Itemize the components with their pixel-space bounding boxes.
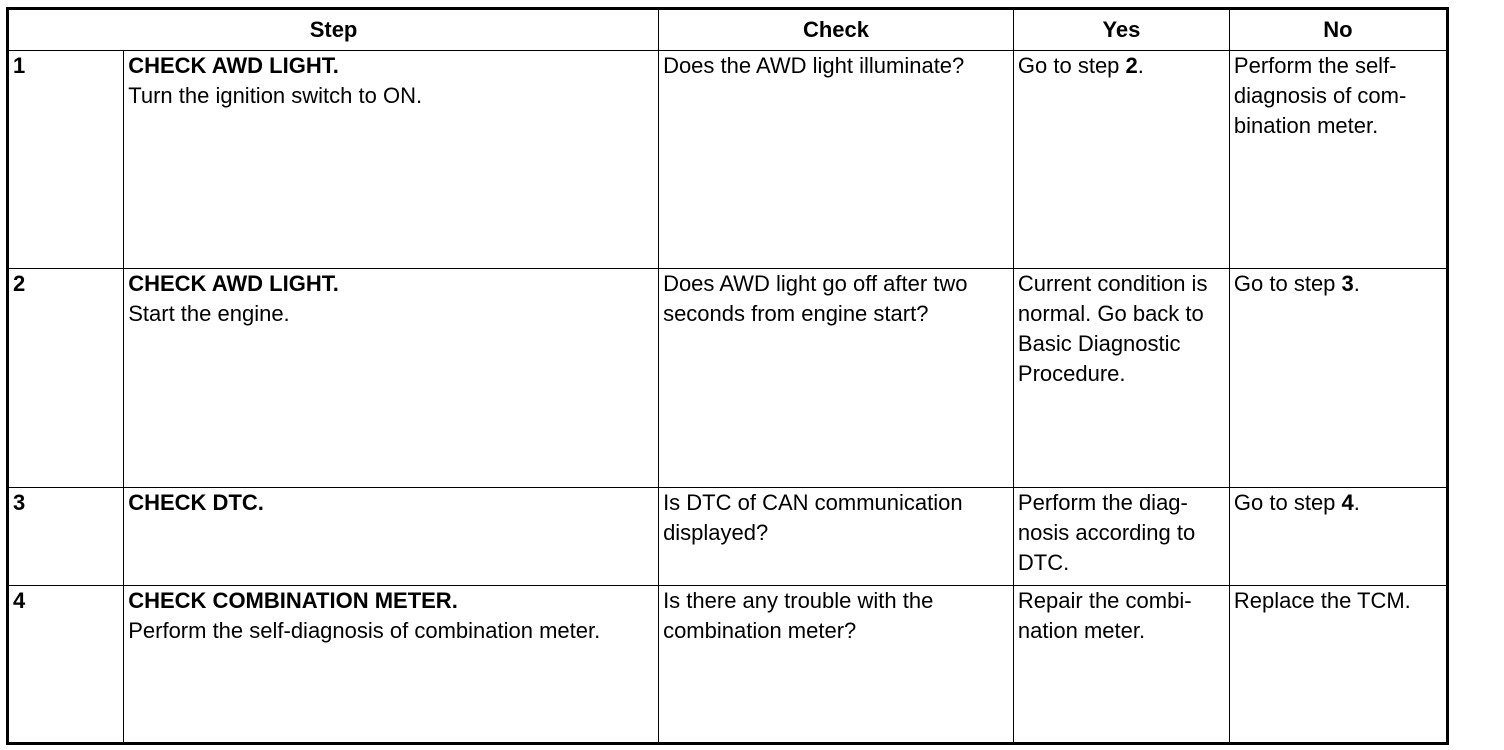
step-instruction: Perform the self-diagnosis of combination meter. xyxy=(128,618,601,643)
no-cell: Perform the self-diagnosis of com-bination meter. xyxy=(1229,51,1447,269)
step-description xyxy=(124,488,659,586)
step-number: 2 xyxy=(8,269,124,488)
yes-text: Go to step xyxy=(1017,53,1126,78)
step-description xyxy=(124,586,659,744)
step-description xyxy=(124,51,659,269)
check-column-header: Check xyxy=(659,9,1014,51)
step-instruction: Turn the ignition switch to ON. xyxy=(128,83,423,108)
step-instruction: Start the engine. xyxy=(128,301,290,326)
yes-suffix: . xyxy=(1137,53,1144,78)
step-column-header: Step xyxy=(8,9,659,51)
step-title: CHECK AWD LIGHT. xyxy=(128,53,339,78)
step-title: CHECK DTC. xyxy=(128,490,264,515)
no-cell: Replace the TCM. xyxy=(1229,586,1447,744)
no-suffix: . xyxy=(1353,271,1360,296)
yes-cell: Repair the combi-nation meter. xyxy=(1013,586,1229,744)
table-row xyxy=(8,488,1448,586)
check-cell: Does the AWD light illuminate? xyxy=(659,51,1014,269)
no-suffix: . xyxy=(1353,490,1360,515)
check-cell: Does AWD light go off after two seconds from engine start? xyxy=(659,269,1014,488)
no-column-header: No xyxy=(1229,9,1447,51)
step-title: CHECK AWD LIGHT. xyxy=(128,271,339,296)
no-cell xyxy=(1229,488,1447,586)
no-step-ref: 3 xyxy=(1341,271,1354,296)
step-number: 3 xyxy=(8,488,124,586)
yes-cell: Current condition is normal. Go back to Basic Diagnostic Procedure. xyxy=(1013,269,1229,488)
table-row xyxy=(8,51,1448,269)
step-title: CHECK COMBINATION METER. xyxy=(128,588,458,613)
no-text: Go to step xyxy=(1233,271,1342,296)
header-row xyxy=(8,9,1448,51)
no-step-ref: 4 xyxy=(1341,490,1354,515)
step-description xyxy=(124,269,659,488)
diagnostic-procedure-table xyxy=(6,7,1449,745)
step-number: 1 xyxy=(8,51,124,269)
yes-column-header: Yes xyxy=(1013,9,1229,51)
table-row xyxy=(8,586,1448,744)
table-row xyxy=(8,269,1448,488)
yes-step-ref: 2 xyxy=(1125,53,1138,78)
yes-cell xyxy=(1013,51,1229,269)
no-cell xyxy=(1229,269,1447,488)
no-text: Go to step xyxy=(1233,490,1342,515)
yes-cell: Perform the diag-nosis according to DTC. xyxy=(1013,488,1229,586)
step-number: 4 xyxy=(8,586,124,744)
check-cell: Is there any trouble with the combination meter? xyxy=(659,586,1014,744)
check-cell: Is DTC of CAN communication displayed? xyxy=(659,488,1014,586)
